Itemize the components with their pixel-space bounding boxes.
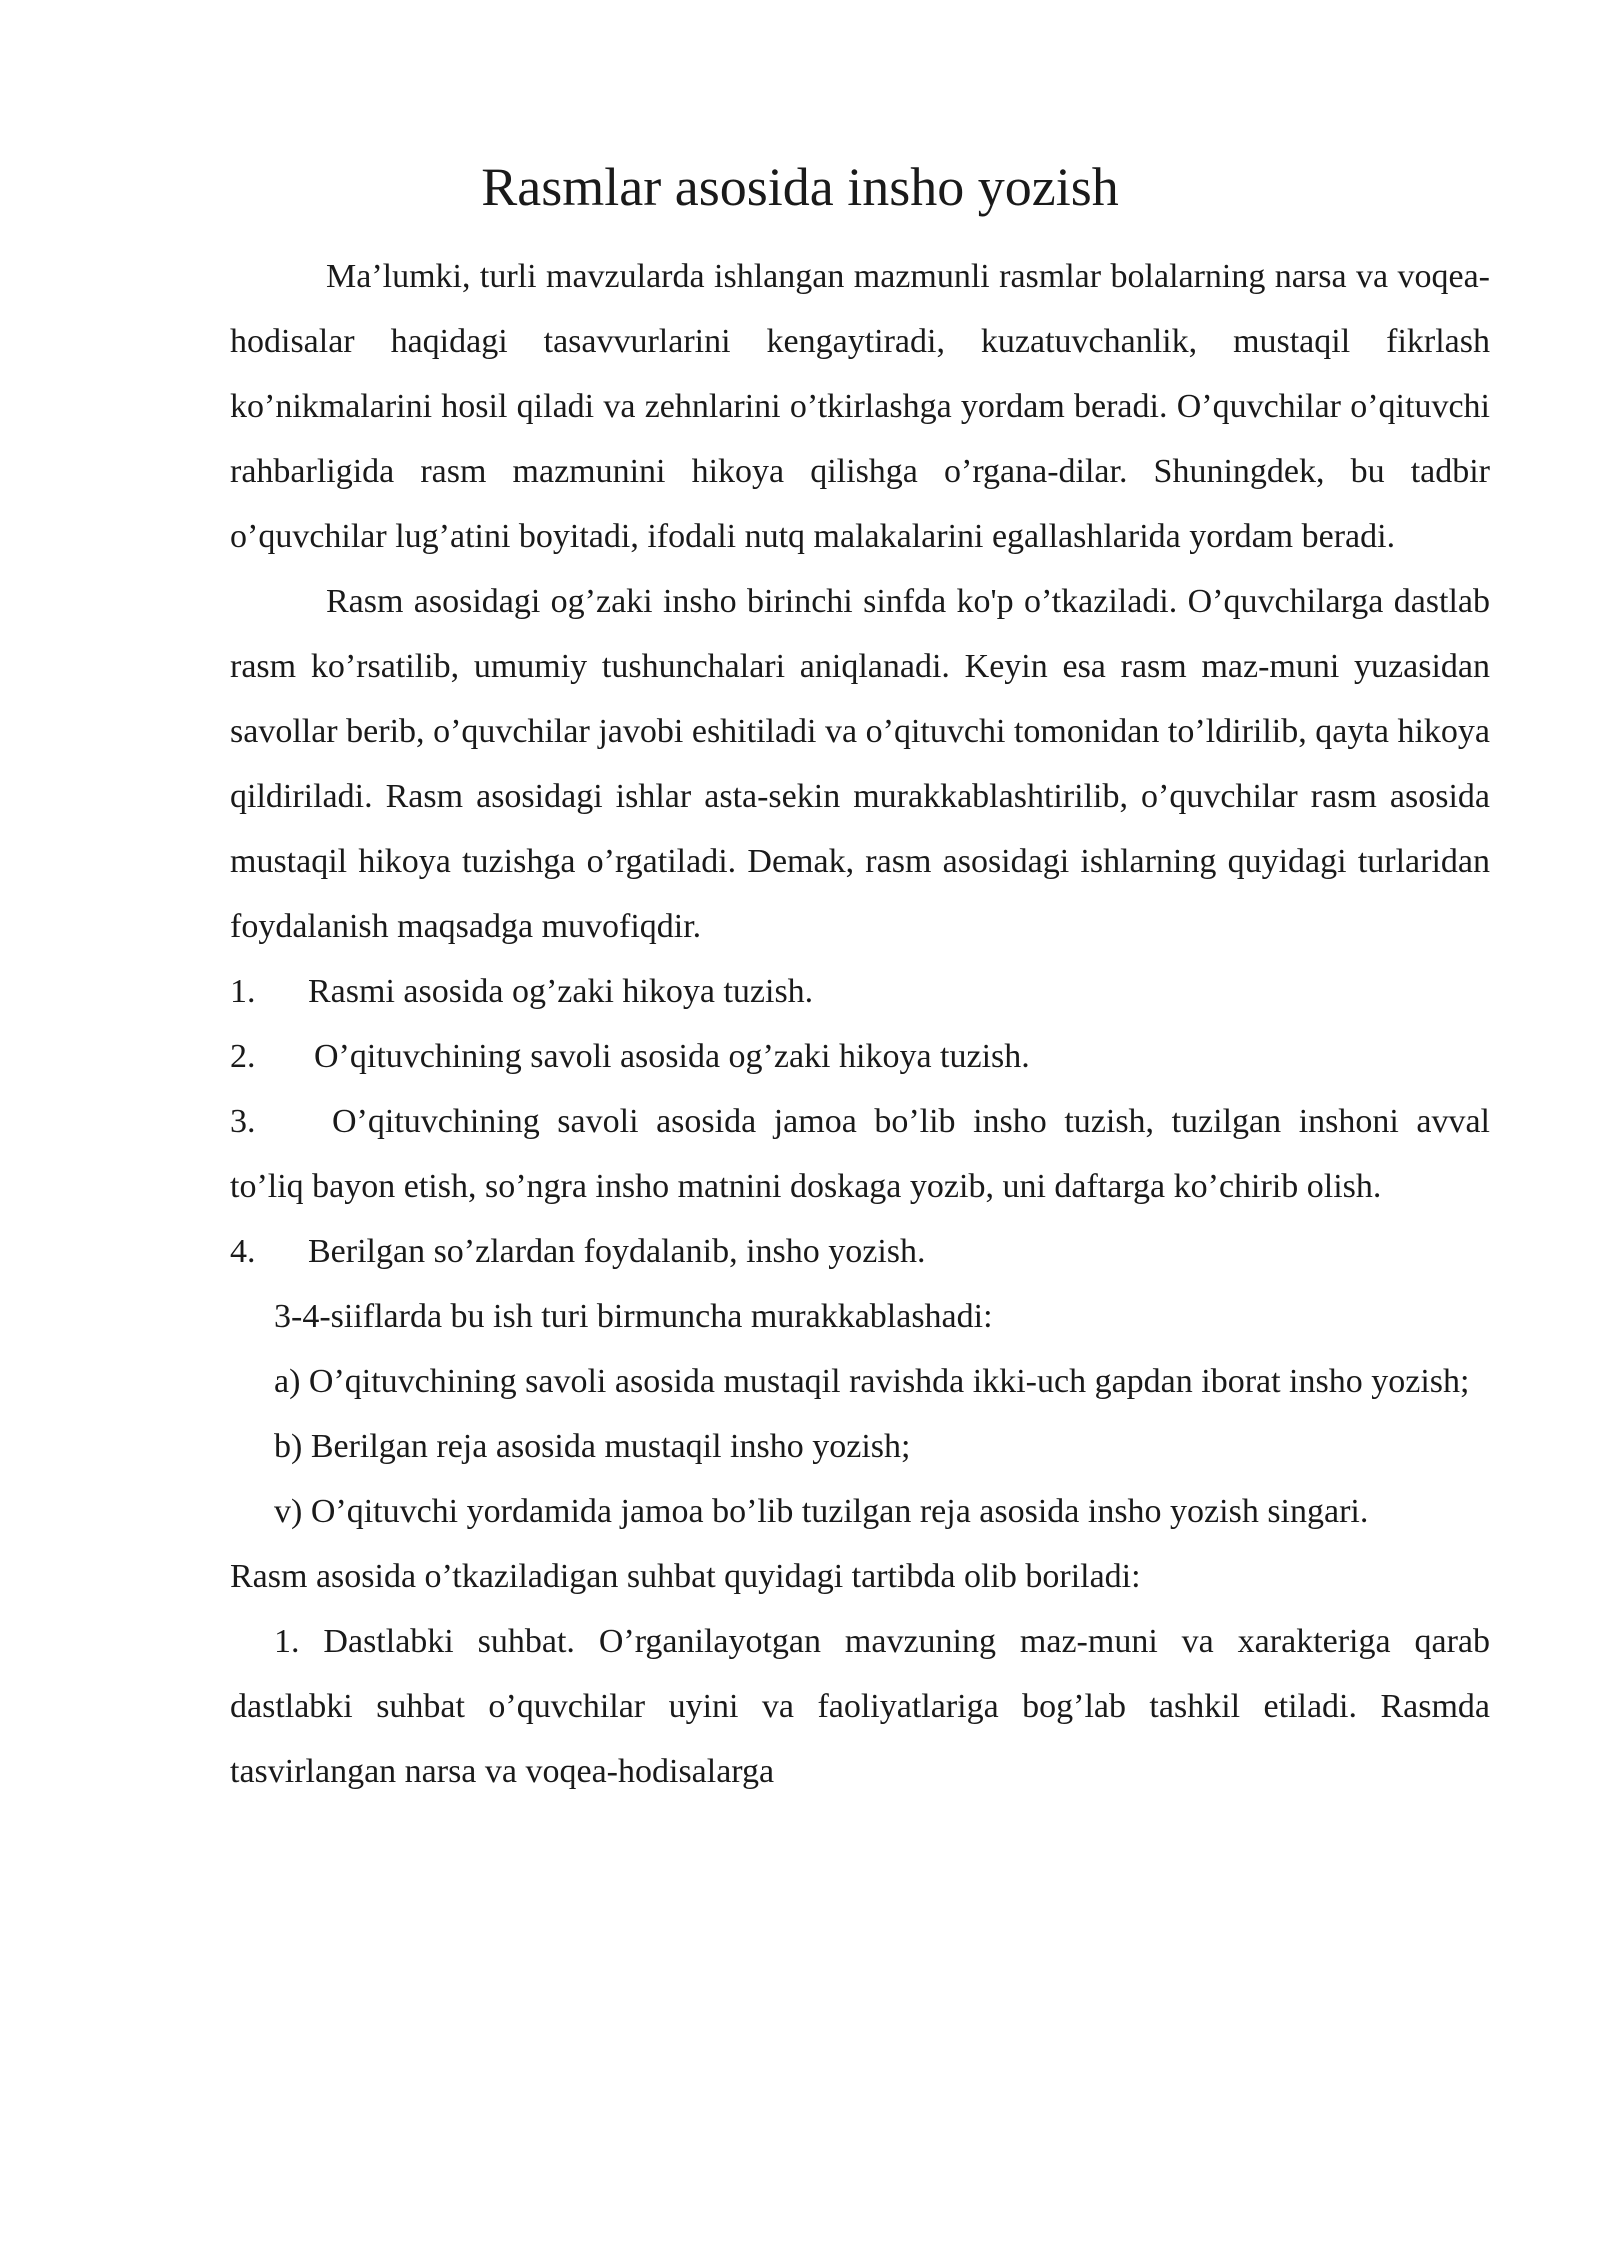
document-body [230,244,1490,1804]
suhbat-intro: Rasm asosida o’tkaziladigan suhbat quyidagi tartibda olib boriladi: [230,1558,1141,1595]
list-number: 1. [230,973,256,1010]
list-item-1 [230,959,1490,1024]
list-text: O’qituvchining savoli asosida og’zaki hikoya tuzish. [314,1038,1030,1075]
list-text: Rasmi asosida og’zaki hikoya tuzish. [308,973,814,1010]
list-text: O’qituvchining savoli asosida jamoa bo’lib insho tuzish, tuzilgan inshoni avval to’liq bayon etish, so’ngra insho matnini doskaga yozib, uni daftarga ko’chirib olish. [230,1103,1490,1205]
list-item-2 [230,1024,1490,1089]
suhbat-number: 1. [274,1623,300,1660]
list-text: Berilgan so’zlardan foydalanib, insho yozish. [308,1233,926,1270]
suhbat-item-1 [230,1609,1490,1804]
list-number: 2. [230,1038,256,1075]
paragraph-oral-essay: Rasm asosidagi og’zaki insho birinchi sinfda ko'p o’tkaziladi. O’quvchilarga dastlab rasm ko’rsatilib, umumiy tushunchalari aniqlanadi. Keyin esa rasm maz-muni yuzasidan savollar berib, o’quvchilar javobi eshitiladi va o’qituvchi tomonidan to’ldirilib, qayta hikoya qildiriladi. Rasm asosidagi ishlar asta-sekin murakkablashtirilib, o’quvchilar rasm asosida mustaqil hikoya tuzishga o’rgatiladi. Demak, rasm asosidagi ishlarning quyidagi turlaridan foydalanish maqsadga muvofiqdir. [230,583,1490,945]
document-title: Rasmlar asosida insho yozish [481,157,1119,217]
sublist-item-a: a) O’qituvchining savoli asosida mustaqil ravishda ikki-uch gapdan iborat insho yozish; [274,1363,1470,1400]
list-item-3 [230,1089,1490,1219]
sublist-item-v: v) O’qituvchi yordamida jamoa bo’lib tuzilgan reja asosida insho yozish singari. [274,1493,1369,1530]
paragraph-intro: Ma’lumki, turli mavzularda ishlangan mazmunli rasmlar bolalarning narsa va voqea-hodisalar haqidagi tasavvurlarini kengaytiradi, kuzatuvchanlik, mustaqil fikrlash ko’nikmalarini hosil qiladi va zehnlarini o’tkirlashga yordam beradi. O’quvchilar o’qituvchi rahbarligida rasm mazmunini hikoya qilishga o’rgana-dilar. Shuningdek, bu tadbir o’quvchilar lug’atini boyitadi, ifodali nutq malakalarini egallashlarida yordam beradi. [230,258,1490,555]
list-number: 3. [230,1103,256,1140]
sublist-intro: 3-4-siiflarda bu ish turi birmuncha murakkablashadi: [274,1298,993,1335]
list-item-4 [230,1219,1490,1284]
list-number: 4. [230,1233,256,1270]
sublist-item-b: b) Berilgan reja asosida mustaqil insho yozish; [274,1428,911,1465]
suhbat-text: Dastlabki suhbat. O’rganilayotgan mavzuning maz-muni va xarakteriga qarab dastlabki suhbat o’quvchilar uyini va faoliyatlariga bog’lab tashkil etiladi. Rasmda tasvirlangan narsa va voqea-hodisalarga [230,1623,1491,1790]
